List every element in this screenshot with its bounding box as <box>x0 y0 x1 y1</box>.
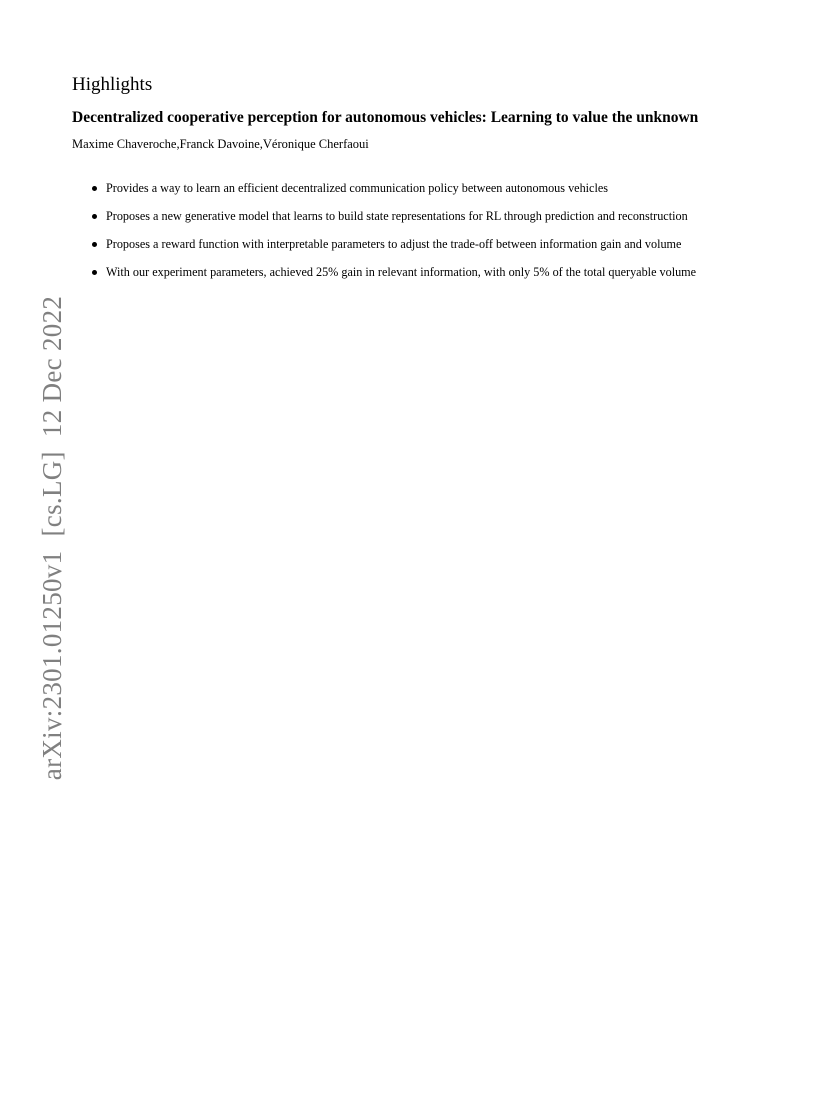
paper-title: Decentralized cooperative perception for autonomous vehicles: Learning to value the unknown <box>72 109 699 126</box>
highlight-text: With our experiment parameters, achieved 25% gain in relevant information, with only 5% of the total queryable volume <box>106 265 697 279</box>
bullet-icon <box>92 270 97 275</box>
bullet-icon <box>92 242 97 247</box>
highlight-text: Proposes a new generative model that learns to build state representations for RL through prediction and reconstruction <box>106 209 688 223</box>
highlights-list <box>90 180 790 292</box>
highlight-item <box>90 180 790 208</box>
highlight-text: Proposes a reward function with interpretable parameters to adjust the trade-off between information gain and volume <box>106 237 682 251</box>
arxiv-identifier-stamp: arXiv:2301.01250v1 [cs.LG] 12 Dec 2022 <box>37 295 67 781</box>
highlight-item <box>90 208 790 236</box>
highlight-item <box>90 236 790 264</box>
highlight-text: Provides a way to learn an efficient decentralized communication policy between autonomous vehicles <box>106 181 608 195</box>
bullet-icon <box>92 186 97 191</box>
bullet-icon <box>92 214 97 219</box>
highlight-item <box>90 264 790 292</box>
section-heading: Highlights <box>72 74 153 95</box>
author-list: Maxime Chaveroche,Franck Davoine,Véronique Cherfaoui <box>72 137 369 151</box>
